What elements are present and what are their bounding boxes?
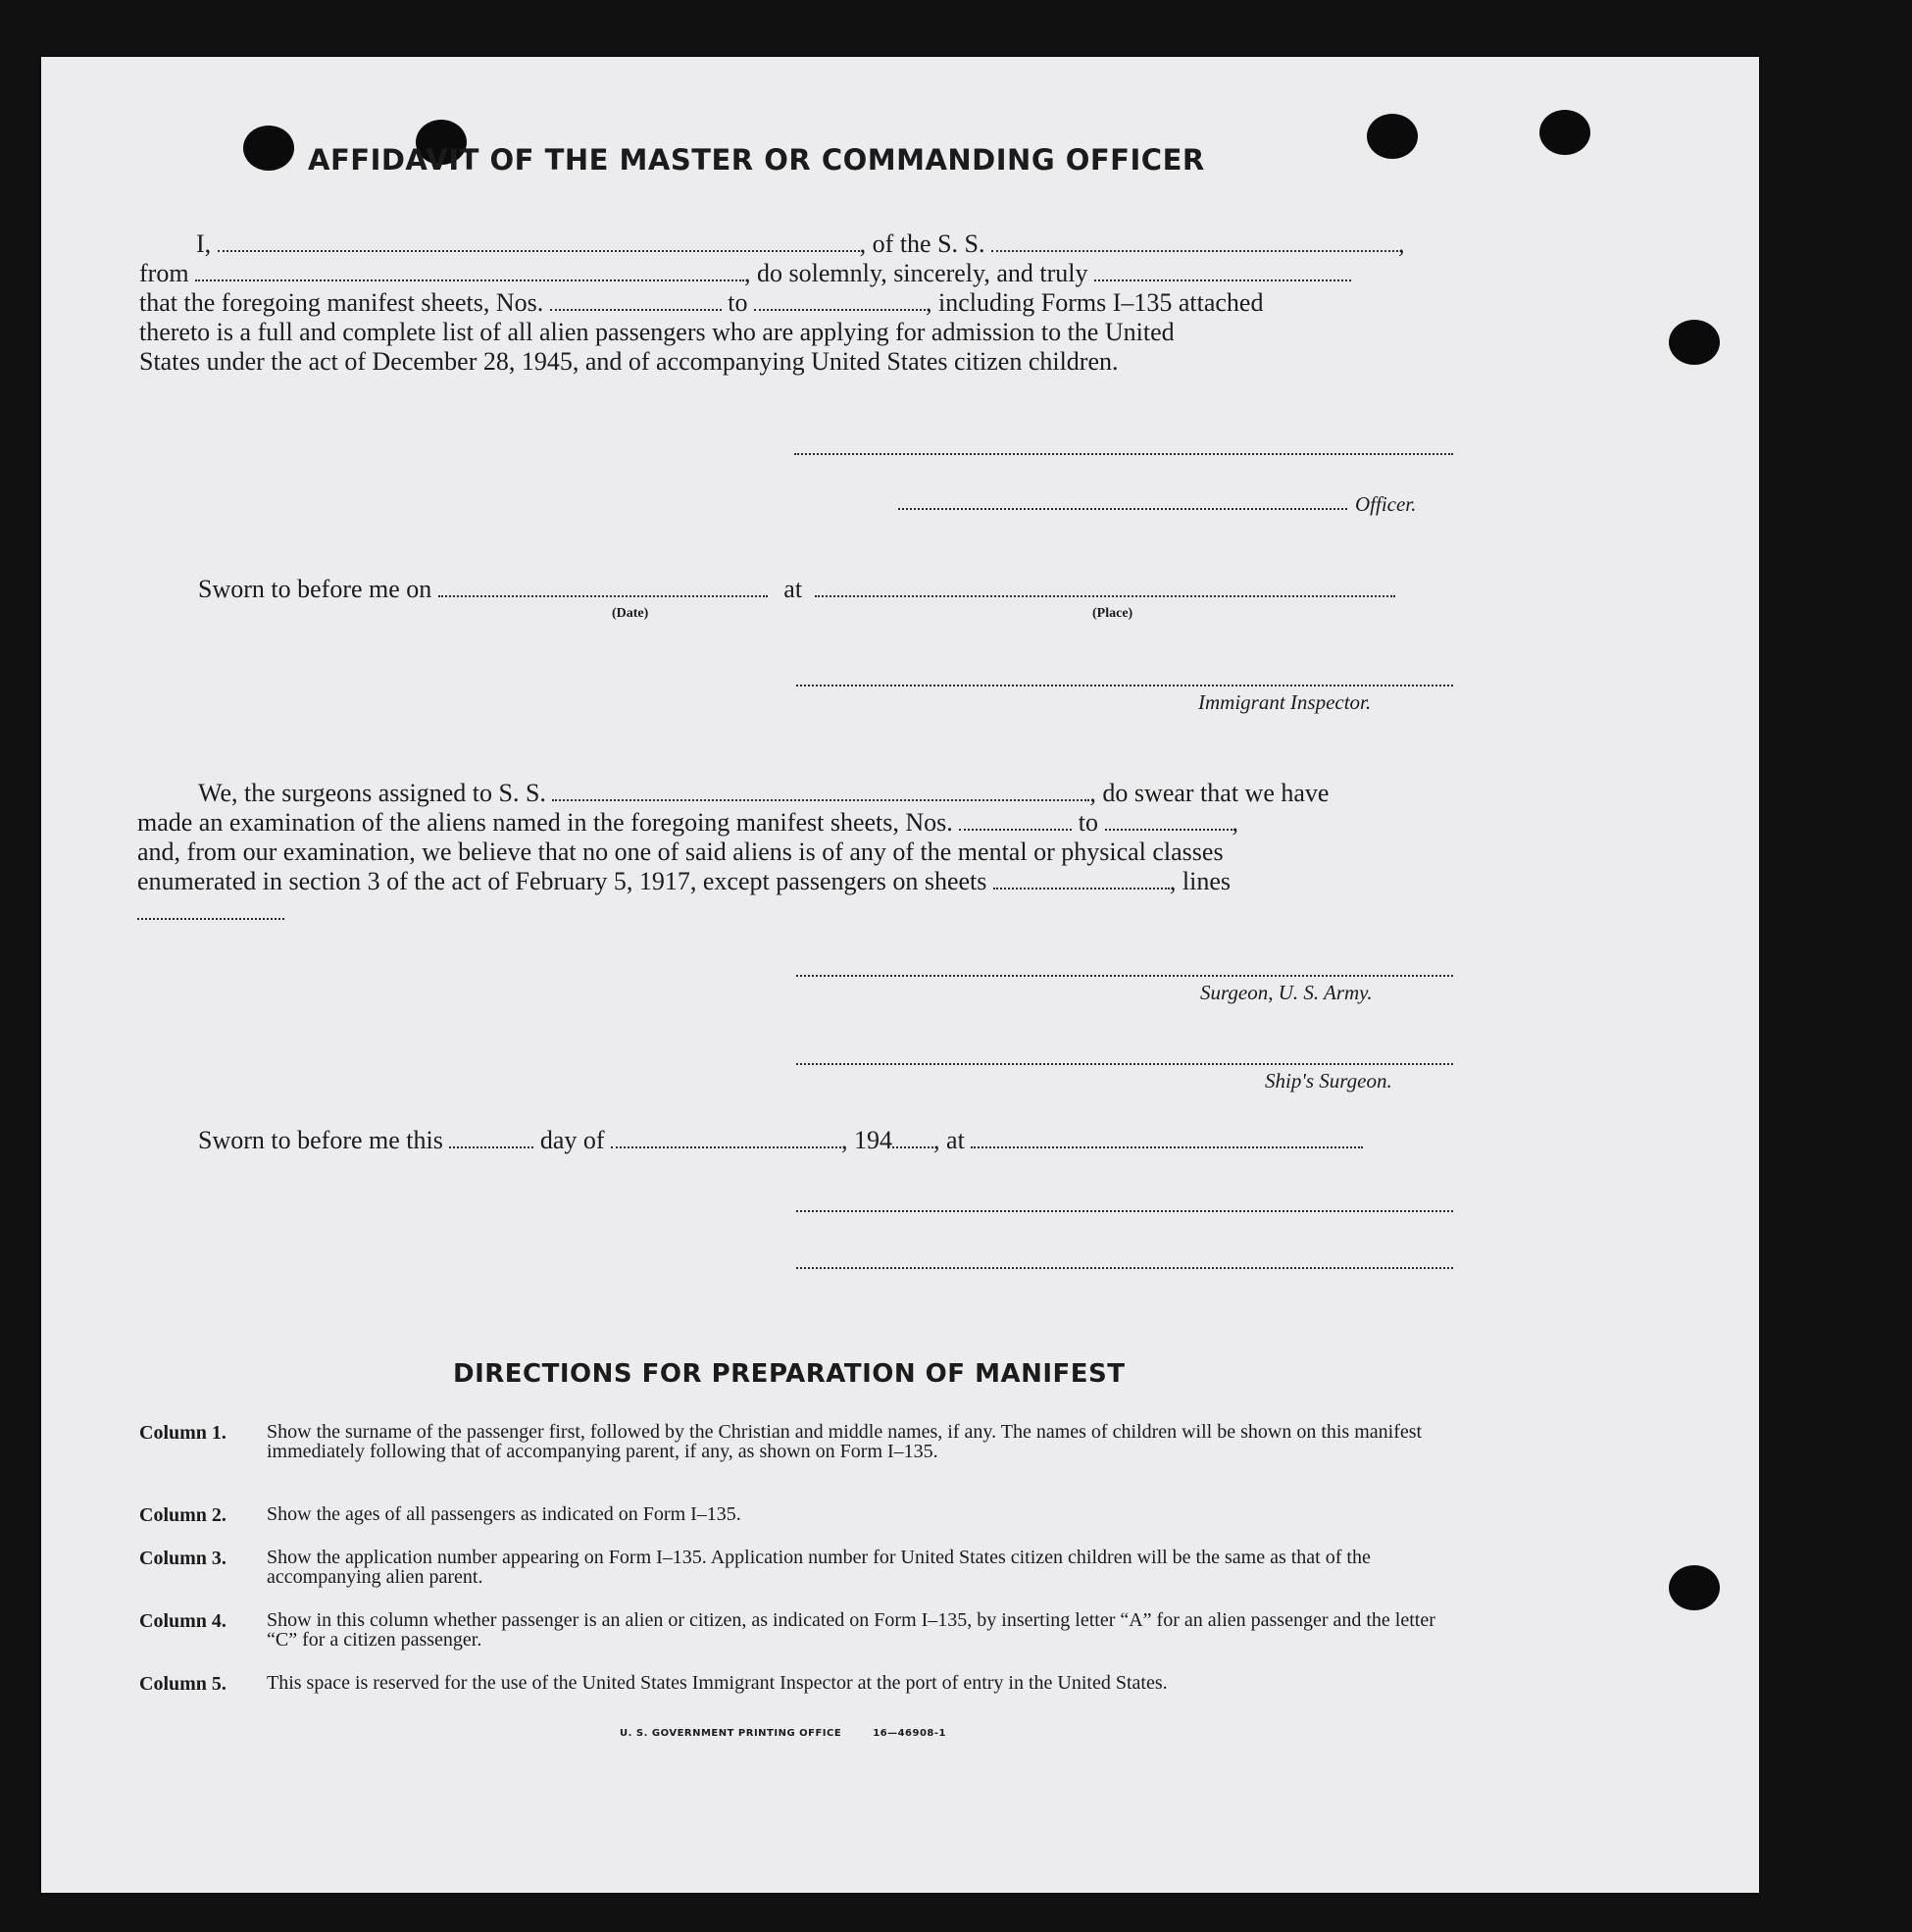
text: to xyxy=(1078,808,1098,837)
sheets-from-blank[interactable] xyxy=(550,291,722,311)
text: made an examination of the aliens named in the foregoing manifest sheets, Nos. xyxy=(137,808,953,837)
text: , xyxy=(1398,229,1405,258)
surgeons-ship-blank[interactable] xyxy=(552,782,1089,801)
punch-hole xyxy=(1539,110,1590,155)
direction-text: Show the surname of the passenger first, followed by the Christian and middle names, if any. The names of children will be shown on this manifest immediately following that of accompanying parent, if any, as shown on Form I–135. xyxy=(267,1421,1423,1462)
army-surgeon-signature-line[interactable] xyxy=(796,975,1453,977)
text: , lines xyxy=(1169,867,1232,895)
master-signature-line[interactable] xyxy=(794,453,1453,455)
text: enumerated in section 3 of the act of February 5, 1917, except passengers on sheets xyxy=(137,867,987,895)
inspector-signature-line[interactable] xyxy=(796,685,1453,686)
name-blank[interactable] xyxy=(218,232,860,252)
sworn-date-blank[interactable] xyxy=(438,578,768,597)
surgeons-line-4 xyxy=(137,867,1231,896)
surgeons-line-3: and, from our examination, we believe that no one of said aliens is of any of the mental or physical classes xyxy=(137,838,1224,866)
text: to xyxy=(728,288,748,317)
except-sheets-blank[interactable] xyxy=(993,870,1170,890)
text: We, the surgeons assigned to S. S. xyxy=(198,779,546,807)
ships-surgeon-caption: Ship's Surgeon. xyxy=(1265,1069,1392,1093)
direction-text: This space is reserved for the use of the United States Immigrant Inspector at the port of entry in the United States. xyxy=(267,1672,1168,1694)
directions-title: DIRECTIONS FOR PREPARATION OF MANIFEST xyxy=(453,1359,1126,1389)
printer-name: U. S. GOVERNMENT PRINTING OFFICE xyxy=(620,1728,842,1739)
punch-hole xyxy=(1669,320,1720,365)
surgeons-sheets-to-blank[interactable] xyxy=(1105,811,1233,831)
sworn-place-blank[interactable] xyxy=(815,578,1395,597)
date-caption: (Date) xyxy=(612,606,649,621)
sworn-place2-blank[interactable] xyxy=(971,1129,1363,1148)
direction-text: Show in this column whether passenger is an alien or citizen, as indicated on Form I–135, by inserting letter “A” for an alien passenger and the letter “C” for a citizen passenger. xyxy=(267,1609,1435,1651)
affidavit-line-2 xyxy=(139,259,1351,288)
text: , of the S. S. xyxy=(859,229,985,258)
text: Sworn to before me on xyxy=(198,575,432,603)
direction-label: Column 1. xyxy=(139,1422,226,1444)
punch-hole xyxy=(243,126,294,171)
text: , 194 xyxy=(841,1126,893,1154)
direction-label: Column 5. xyxy=(139,1673,226,1695)
lines-blank[interactable] xyxy=(137,918,284,920)
text: I, xyxy=(196,229,212,258)
affidavit-title: AFFIDAVIT OF THE MASTER OR COMMANDING OFFICER xyxy=(308,143,1205,177)
text: from xyxy=(139,259,189,287)
sworn-signature-line-1[interactable] xyxy=(796,1210,1453,1212)
surgeons-sheets-from-blank[interactable] xyxy=(959,811,1072,831)
surgeons-line-2 xyxy=(137,808,1238,838)
affidavit-line-5: States under the act of December 28, 1945, and of accompanying United States citizen children. xyxy=(139,347,1119,376)
text: , do swear that we have xyxy=(1089,779,1330,807)
text: Sworn to before me this xyxy=(198,1126,443,1154)
text: that the foregoing manifest sheets, Nos. xyxy=(139,288,544,317)
affidavit-line-1 xyxy=(196,229,1405,259)
direction-label: Column 2. xyxy=(139,1504,226,1526)
text: at xyxy=(783,575,803,603)
officer-caption: Officer. xyxy=(1355,492,1417,516)
inspector-caption: Immigrant Inspector. xyxy=(1198,690,1372,714)
affidavit-line-4: thereto is a full and complete list of all alien passengers who are applying for admission to the United xyxy=(139,318,1175,346)
direction-label: Column 4. xyxy=(139,1610,226,1632)
sworn-line-2 xyxy=(198,1126,1363,1155)
sheets-to-blank[interactable] xyxy=(754,291,926,311)
direction-text: Show the application number appearing on Form I–135. Application number for United States citizen children will be the same as that of the accompanying alien parent. xyxy=(267,1547,1371,1588)
text: day of xyxy=(539,1126,605,1154)
printer-imprint xyxy=(620,1728,946,1739)
ships-surgeon-signature-line[interactable] xyxy=(796,1063,1453,1065)
text: , including Forms I–135 attached xyxy=(926,288,1264,317)
form-page xyxy=(41,57,1759,1893)
sworn-line-1 xyxy=(198,575,1395,604)
sworn-year-blank[interactable] xyxy=(892,1129,933,1148)
text: , at xyxy=(933,1126,965,1154)
punch-hole xyxy=(1669,1565,1720,1610)
declare-blank[interactable] xyxy=(1094,262,1351,281)
text: , xyxy=(1232,808,1238,837)
text: , do solemnly, sincerely, and truly xyxy=(744,259,1088,287)
affidavit-line-3 xyxy=(139,288,1263,318)
place-caption: (Place) xyxy=(1092,606,1133,621)
direction-label: Column 3. xyxy=(139,1548,226,1569)
sworn-day-blank[interactable] xyxy=(449,1129,533,1148)
ship-name-blank[interactable] xyxy=(991,232,1398,252)
sworn-month-blank[interactable] xyxy=(611,1129,841,1148)
army-surgeon-caption: Surgeon, U. S. Army. xyxy=(1200,981,1373,1004)
officer-signature-line[interactable] xyxy=(898,508,1347,510)
punch-hole xyxy=(1367,114,1418,159)
surgeons-line-1 xyxy=(198,779,1329,808)
from-blank[interactable] xyxy=(195,262,744,281)
form-code: 16—46908-1 xyxy=(873,1728,947,1739)
direction-text: Show the ages of all passengers as indicated on Form I–135. xyxy=(267,1503,741,1525)
sworn-signature-line-2[interactable] xyxy=(796,1267,1453,1269)
